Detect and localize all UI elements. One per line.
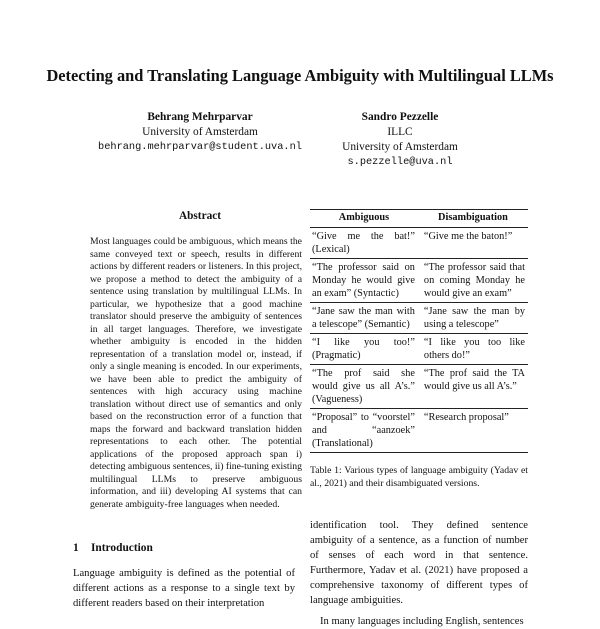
table-row [310, 365, 528, 409]
section-title: Introduction [91, 542, 153, 554]
table-cell: “Give me the baton!” [418, 228, 528, 259]
table-header-disambiguation: Disambiguation [418, 210, 528, 228]
author-block-2 [300, 110, 500, 170]
table-cell: “I like you too!” (Pragmatic) [310, 334, 418, 365]
abstract-text: Most languages could be ambiguous, which means the same conveyed text or speech, results in different actions by different readers or listeners. In this project, we propose a method to detect the ambiguity of a sentence using translation by multilingual LLMs. In particular, we hypothesize that a good machine translator should preserve the ambiguity of sentences in all target languages. Therefore, we investigate whether ambiguity is encoded in the hidden representation of a translation model or, instead, if only a single meaning is encoded. In our experiments, we have been able to predict the ambiguity of sentences with high accuracy using machine translation without direct use of semantics and only based on the reconstruction error of a function that maps the forward and backward translation hidden representations to each other. The potential applications of the proposed approach span i) detecting ambiguous sentences, ii) fine-tuning existing multilingual LLMs to preserve ambiguous information, and iii) developing AI systems that can generate ambiguity-free languages when needed. [90, 236, 302, 510]
ambiguity-table [310, 209, 528, 453]
paragraph: In many languages including English, sentences [320, 616, 524, 627]
table-cell: “The prof said she would give us all A’s.” (Vagueness) [310, 365, 418, 409]
author-block-1 [90, 110, 310, 155]
paper-title: Detecting and Translating Language Ambiguity with Multilingual LLMs [46, 66, 554, 85]
table-cell: “I like you too like others do!” [418, 334, 528, 365]
author-name: Sandro Pezzelle [361, 111, 439, 123]
table-cell: “Jane saw the man by using a telescope” [418, 303, 528, 334]
abstract-heading: Abstract [178, 210, 222, 222]
table-row [310, 303, 528, 334]
table-cell: “The prof said the TA would give us all A’s.” [418, 365, 528, 409]
table-cell: “Research proposal” [418, 409, 528, 453]
author-affiliation-2: University of Amsterdam [342, 141, 458, 153]
table-row [310, 228, 528, 259]
table-row [310, 409, 528, 453]
author-affiliation: University of Amsterdam [142, 126, 258, 138]
table-cell: “The professor said that on coming Monday he would give an exam” [418, 259, 528, 303]
author-name: Behrang Mehrparvar [147, 111, 253, 123]
right-column-text [310, 518, 528, 629]
table-cell: “The professor said on Monday he would give an exam” (Syntactic) [310, 259, 418, 303]
table-header-ambiguous: Ambiguous [310, 210, 418, 228]
section-heading [73, 542, 153, 554]
table-header-row [310, 210, 528, 228]
section-number: 1 [73, 542, 79, 554]
table-row [310, 259, 528, 303]
table-row [310, 334, 528, 365]
author-affiliation: ILLC [387, 126, 413, 138]
table-cell: “Give me the bat!” (Lexical) [310, 228, 418, 259]
author-email: s.pezzelle@uva.nl [347, 156, 453, 168]
table-caption: Table 1: Various types of language ambiguity (Yadav et al., 2021) and their disambiguated versions. [310, 465, 528, 489]
author-email: behrang.mehrparvar@student.uva.nl [98, 141, 302, 153]
paragraph: identification tool. They defined sentence ambiguity of a sentence, as a function of number of senses of each word in that sentence. Furthermore, Yadav et al. (2021) have proposed a comprehensive taxonomy of different types of language ambiguities. [310, 520, 528, 606]
table-cell: “Proposal” to “voorstel” and “aanzoek” (Translational) [310, 409, 418, 453]
table-cell: “Jane saw the man with a telescope” (Semantic) [310, 303, 418, 334]
introduction-text: Language ambiguity is defined as the potential of different actions as a response to a single text by different readers based on their interpretation [73, 568, 295, 609]
